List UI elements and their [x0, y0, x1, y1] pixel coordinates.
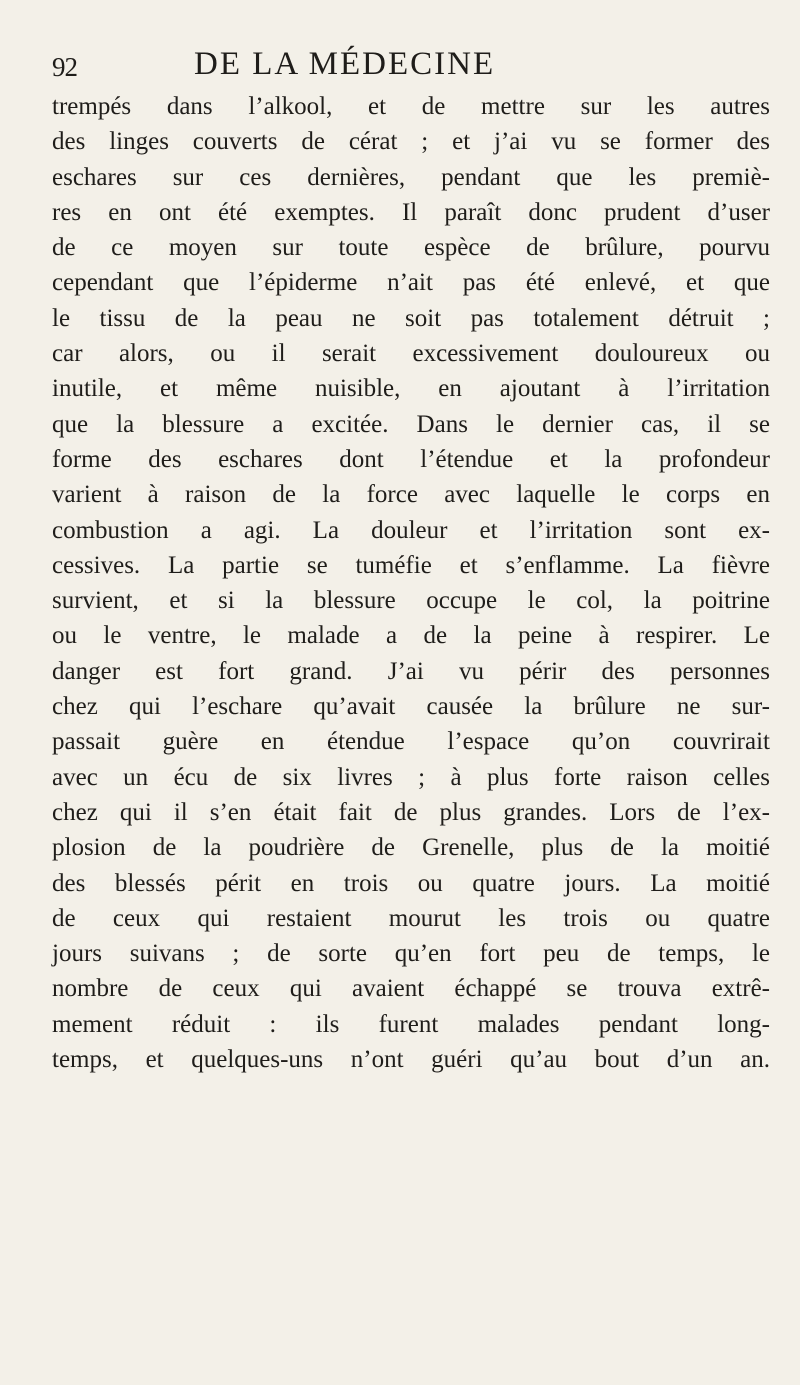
text-line: cependant que l’épiderme n’ait pas été enlevé, et que: [52, 269, 770, 297]
text-line: jours suivans ; de sorte qu’en fort peu de temps, le: [52, 940, 770, 968]
text-line: plosion de la poudrière de Grenelle, plus de la moitié: [52, 834, 770, 862]
text-line: que la blessure a excitée. Dans le dernier cas, il se: [52, 410, 770, 438]
text-line: varient à raison de la force avec laquelle le corps en: [52, 481, 770, 509]
text-line: car alors, ou il serait excessivement douloureux ou: [52, 340, 770, 368]
text-line: danger est fort grand. J’ai vu périr des personnes: [52, 657, 770, 685]
text-line: forme des eschares dont l’étendue et la profondeur: [52, 445, 770, 473]
running-head: [52, 44, 772, 88]
text-line: le tissu de la peau ne soit pas totalement détruit ;: [52, 304, 770, 332]
text-line: de ce moyen sur toute espèce de brûlure, pourvu: [52, 234, 770, 262]
text-line: ou le ventre, le malade a de la peine à respirer. Le: [52, 622, 770, 650]
text-line: avec un écu de six livres ; à plus forte raison celles: [52, 763, 770, 791]
text-line: cessives. La partie se tuméfie et s’enflamme. La fièvre: [52, 551, 770, 579]
text-line: des linges couverts de cérat ; et j’ai vu se former des: [52, 128, 770, 156]
running-title: DE LA MÉDECINE: [194, 46, 496, 82]
text-line: chez qui l’eschare qu’avait causée la brûlure ne sur-: [52, 693, 770, 721]
text-line: chez qui il s’en était fait de plus grandes. Lors de l’ex-: [52, 798, 770, 826]
body-text: [52, 89, 770, 1077]
text-line: inutile, et même nuisible, en ajoutant à l’irritation: [52, 375, 770, 403]
text-line: nombre de ceux qui avaient échappé se trouva extrê-: [52, 975, 770, 1003]
page-number: 92: [52, 52, 77, 82]
text-line: survient, et si la blessure occupe le col, la poitrine: [52, 587, 770, 615]
text-line: des blessés périt en trois ou quatre jours. La moitié: [52, 869, 770, 897]
text-line: combustion a agi. La douleur et l’irritation sont ex-: [52, 516, 770, 544]
text-line: trempés dans l’alkool, et de mettre sur les autres: [52, 93, 770, 120]
text-line: res en ont été exemptes. Il paraît donc prudent d’user: [52, 198, 770, 226]
text-line: passait guère en étendue l’espace qu’on couvrirait: [52, 728, 770, 756]
text-line: temps, et quelques-uns n’ont guéri qu’au bout d’un an.: [52, 1046, 770, 1074]
text-line: mement réduit : ils furent malades pendant long-: [52, 1010, 770, 1038]
text-line: de ceux qui restaient mourut les trois ou quatre: [52, 904, 770, 932]
text-line: eschares sur ces dernières, pendant que les premiè-: [52, 163, 770, 191]
